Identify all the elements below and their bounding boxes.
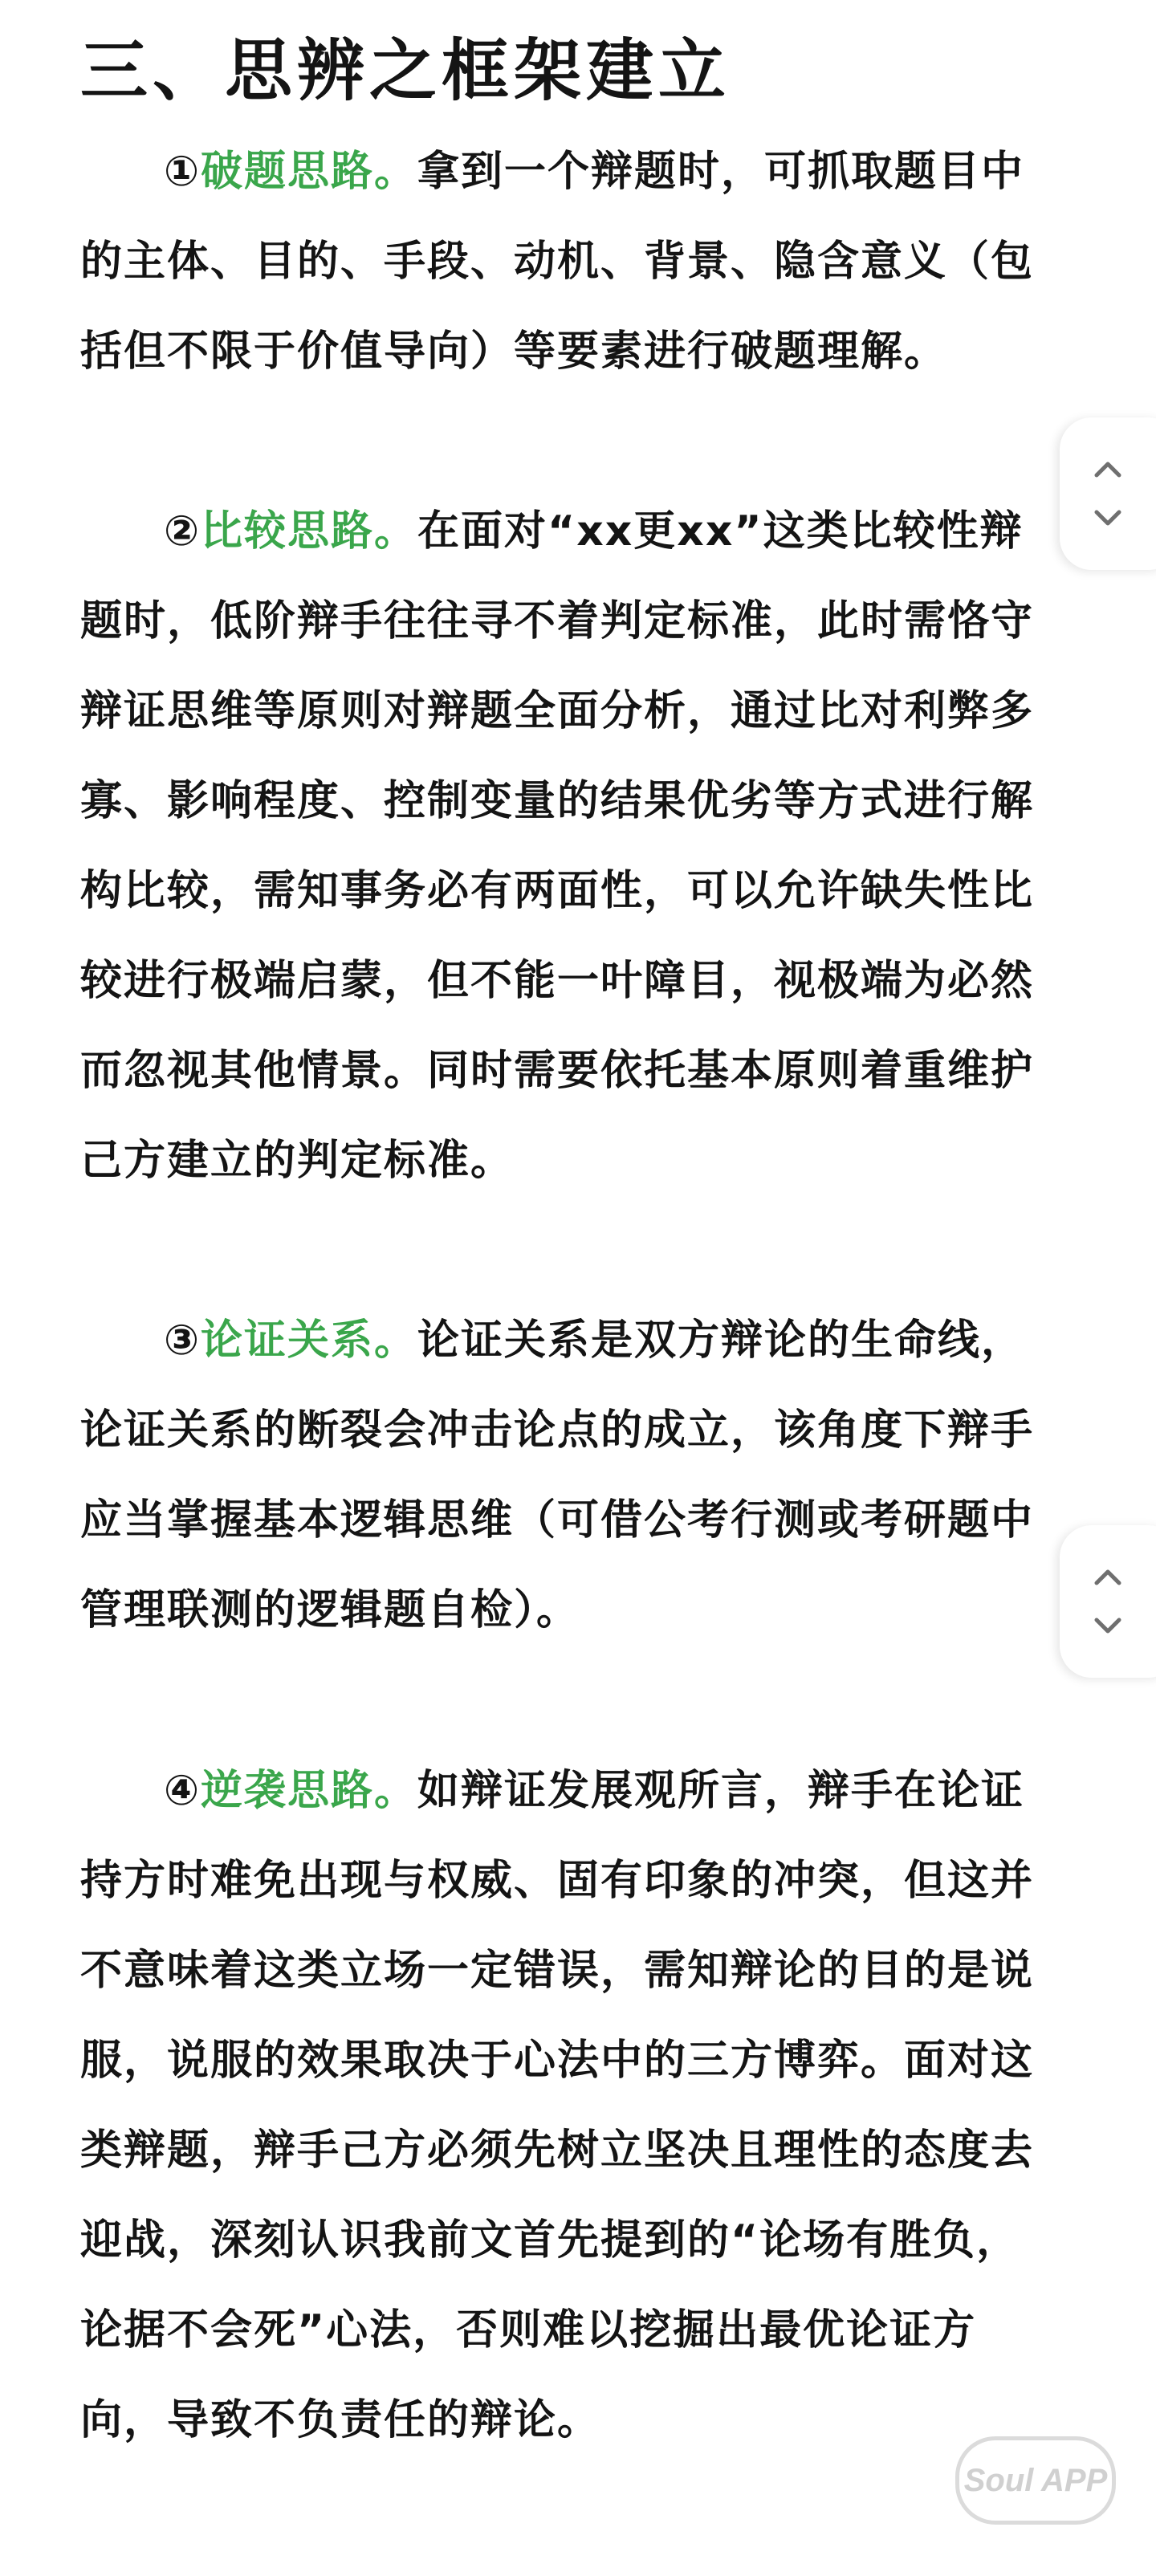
- item-body: 如辩证发展观所言，辩手在论证持方时难免出现与权威、固有印象的冲突，但这并不意味着这类立场一定错误，需知辩论的目的是说服，说服的效果取决于心法中的三方博弈。面对这类辩题，辩手己方必须先树立坚决且理性的态度去迎战，深刻认识我前文首先提到的“论场有胜负，论据不会死”心法，否则难以挖掘出最优论证方向，导致不负责任的辩论。: [80, 1767, 1035, 2444]
- item-keyword: 比较思路。: [201, 507, 418, 555]
- item-keyword: 破题思路。: [201, 148, 418, 196]
- paragraph-argument-relation: [80, 1296, 1052, 1655]
- item-number: ①: [164, 148, 201, 196]
- chevron-up-icon[interactable]: [1084, 1561, 1132, 1593]
- watermark-logo: Soul APP: [955, 2436, 1116, 2525]
- paragraph-counterattack: [80, 1746, 1052, 2465]
- item-number: ②: [164, 507, 201, 555]
- item-body: 拿到一个辩题时，可抓取题目中的主体、目的、手段、动机、背景、隐含意义（包括但不限于价值导向）等要素进行破题理解。: [80, 148, 1035, 376]
- paragraph-comparison: [80, 486, 1052, 1206]
- item-keyword: 逆袭思路。: [201, 1767, 418, 1815]
- page-scroll-control[interactable]: [1060, 417, 1156, 570]
- chevron-down-icon[interactable]: [1084, 1610, 1132, 1642]
- item-keyword: 论证关系。: [201, 1316, 418, 1365]
- paragraph-breaking-topic: [80, 127, 1052, 397]
- item-body: 论证关系是双方辩论的生命线，论证关系的断裂会冲击论点的成立，该角度下辩手应当掌握基本逻辑思维（可借公考行测或考研题中管理联测的逻辑题自检）。: [80, 1316, 1035, 1634]
- section-heading: 三、思辨之框架建立: [80, 31, 731, 110]
- chevron-down-icon[interactable]: [1084, 503, 1132, 535]
- page-scroll-control[interactable]: [1060, 1525, 1156, 1678]
- item-number: ④: [164, 1767, 201, 1815]
- chevron-up-icon[interactable]: [1084, 453, 1132, 485]
- item-body: 在面对“xx更xx”这类比较性辩题时，低阶辩手往往寻不着判定标准，此时需恪守辩证思维等原则对辩题全面分析，通过比对利弊多寡、影响程度、控制变量的结果优劣等方式进行解构比较，需知事务必有两面性，可以允许缺失性比较进行极端启蒙，但不能一叶障目，视极端为必然而忽视其他情景。同时需要依托基本原则着重维护己方建立的判定标准。: [80, 507, 1035, 1185]
- item-number: ③: [164, 1316, 201, 1365]
